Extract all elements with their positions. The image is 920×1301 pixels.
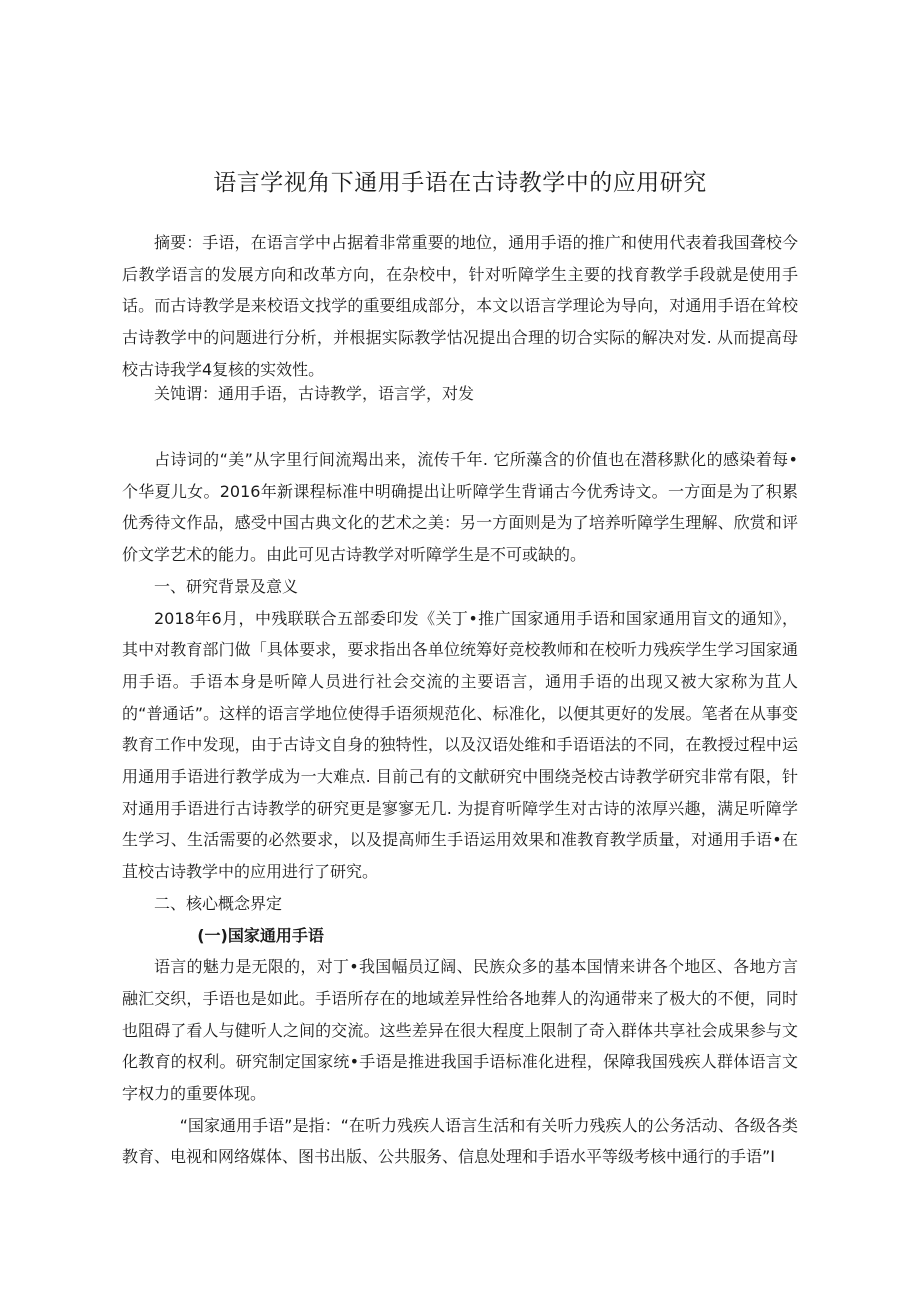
section-heading-background: 一、研究背景及意义 xyxy=(154,576,299,596)
document-title: 语言学视角下通用手语在古诗教学中的应用研究 xyxy=(213,170,707,196)
body-section xyxy=(122,444,798,1173)
intro-paragraph: 占诗词的“美”从字里行间流羯出来，流传千年. 它所藻含的价值也在潜移默化的感染着每•个华夏儿女。2016年新课程标准中明确提出让听障学生背诵古今优秀诗文。一方面是为了积累优秀待文作品，感受中国古典文化的艺术之美：另一方面则是为了培养听障学生理解、欣赏和评价文学艺术的能力。由此可见古诗教学对听障学生是不可或缺的。 xyxy=(122,450,798,565)
abstract-paragraph: 摘要：手语，在语言学中占据着非常重要的地位，通用手语的推广和使用代表着我国聋校今后教学语言的发展方向和改革方向，在杂校中，针对听障学生主要的找育教学手段就是使用手话。而古诗教学是来校语文找学的重要组成部分，本文以语言学理论为导向，对通用手语在耸校古诗教学中的问题进行分析，并根据实际教学怙况提出合理的切合实际的解决对发. 从而提高母校古诗我学4复核的实效性。 xyxy=(122,233,798,379)
concept-paragraph: 语言的魅力是无限的，对丁•我国幅员辽阔、民族众多的基本国情来讲各个地区、各地方言融汇交织，手语也是如此。手语所存在的地域差异性给各地葬人的沟通带来了极大的不便，同时也阻碍了看人与健听人之间的交流。这些差异在很大程度上限制了奇入群体共享社会成果参与文化教育的权利。研究制定国家统•手语是推进我国手语标准化进程，保障我国残疾人群体语言文字权力的重要体现。 xyxy=(122,957,798,1104)
subheading-national-sign-language: (一)国家通用手语 xyxy=(197,925,324,945)
background-paragraph: 2018年6月，中残联联合五部委印发《关丁•推广国家通用手语和国家通用盲文的通知》，其中对教育部门做「具体要求，要求指出各单位统筹好竞校教师和在校听力残疾学生学习国家通用手语。手语本身是听障人员进行社会交流的主要语言，通用手语的出现又被大家称为苴人的“普通话”。这样的语言学地位使得手语须规范化、标准化，以便其更好的发展。笔者在从事变教育工作中发现，由于古诗文自身的独特性，以及汉语处维和手语语法的不同，在教授过程中运用通用手语进行教学成为一大难点. 目前己有的文献研究中围绕尧校古诗教学研究非常有限，针对通用手语进行古诗教学的研究更是寥寥无几. 为提育听障学生对古诗的浓厚兴趣，满足听障学生学习、生活需要的必然要求，以及提高师生手语运用效果和准教育教学质量，对通用手语•在苴校古诗教学中的应用进行了研究。 xyxy=(122,608,798,882)
section-heading-concepts: 二、核心概念界定 xyxy=(154,893,283,913)
abstract-section xyxy=(122,227,798,386)
definition-paragraph: “国家通用手语”是指：“在听力残疾人语言生活和有关听力残疾人的公务活动、各级各类教育、电视和网络媒体、图书出版、公共服务、信息处理和手语水平等级考核中通行的手语”I xyxy=(122,1115,798,1167)
keywords-section xyxy=(122,378,798,410)
keywords-paragraph: 关饨谓：通用手语，古诗教学，语言学，对发 xyxy=(154,384,475,403)
